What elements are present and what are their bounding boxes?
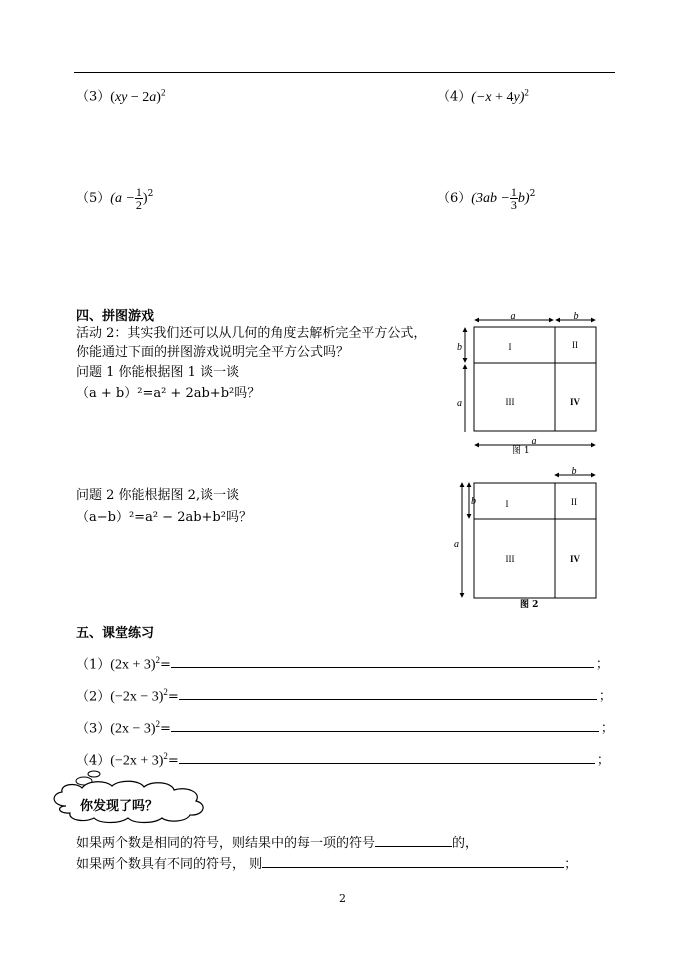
line-end: ；	[595, 657, 609, 673]
top-rule	[74, 72, 615, 73]
equals: =	[160, 657, 171, 673]
expr-part: (a −	[110, 190, 135, 206]
label-b: b	[573, 311, 579, 322]
section-4-title: 四、拼图游戏	[76, 309, 155, 324]
discover-line-1	[76, 834, 478, 852]
question-2-formula: （a−b）²=a² − 2ab+b²吗？	[76, 510, 252, 525]
exercise-2	[76, 684, 616, 705]
square-outline	[474, 483, 596, 598]
label-a: a	[510, 311, 516, 322]
question-1-formula: （a + b）²=a² + 2ab+b²吗？	[76, 386, 261, 401]
problem-3: （3）(xy − 2a)$^2$	[76, 87, 166, 105]
region-2-label: II	[571, 497, 577, 507]
line-end: ；	[600, 721, 614, 737]
label-b-side: b	[471, 496, 476, 507]
figure-1-caption: 图 1	[512, 446, 530, 456]
fraction-numerator: 1	[135, 184, 142, 199]
region-1-label: I	[508, 342, 512, 352]
fraction-numerator: 1	[510, 184, 517, 199]
page-number: 2	[339, 892, 346, 905]
activity-text-2: 你能通过下面的拼图游戏说明完全平方公式吗？	[76, 345, 350, 360]
expr-part: (−x	[471, 89, 492, 105]
problem-6	[437, 180, 535, 216]
exercise-expr: (−2x + 3)	[110, 753, 164, 769]
label-b-side: b	[457, 342, 462, 353]
fraction	[510, 186, 518, 211]
answer-blank[interactable]	[375, 834, 452, 847]
region-2-label: II	[572, 340, 578, 350]
exercise-expr: (2x + 3)	[110, 657, 156, 673]
figure-2	[450, 436, 610, 604]
answer-blank[interactable]	[171, 655, 594, 668]
discover-text: ；	[564, 857, 578, 872]
expr-part: b)	[517, 190, 530, 206]
label-a-side: a	[454, 539, 459, 550]
exercise-1	[76, 652, 616, 673]
answer-blank[interactable]	[262, 855, 564, 868]
expr-part: (3ab −	[471, 190, 510, 206]
exercise-number: （2）	[76, 689, 111, 705]
fraction-denominator: 2	[135, 197, 142, 212]
exercise-number: （3）	[76, 721, 111, 737]
expr-part: − 2	[127, 89, 150, 105]
answer-blank[interactable]	[171, 719, 599, 732]
activity-text: 活动 2：其实我们还可以从几何的角度去解析完全平方公式，	[76, 326, 427, 341]
region-1-label: I	[505, 499, 509, 509]
exercise-number: （4）	[76, 753, 111, 769]
answer-blank[interactable]	[179, 687, 597, 700]
region-4-label: IV	[569, 554, 581, 564]
problem-5	[76, 180, 153, 216]
question-2: 问题 2 你能根据图 2,谈一谈	[76, 488, 240, 503]
exercise-4	[76, 748, 616, 769]
region-3-label: III	[505, 397, 515, 407]
fraction-denominator: 3	[510, 197, 517, 212]
figure-1	[450, 310, 610, 432]
exponent: 2	[524, 87, 529, 97]
equals: =	[167, 753, 179, 769]
problem-number: （6）	[437, 190, 472, 206]
equals: =	[160, 721, 171, 737]
discover-line-2	[76, 855, 577, 873]
exponent: 2	[163, 687, 168, 697]
problem-number: （5）	[76, 190, 111, 206]
expr-part: a	[149, 89, 157, 105]
exponent: 2	[147, 189, 154, 199]
expr-part: y)	[513, 89, 525, 105]
exercise-expr: (−2x − 3)	[110, 689, 164, 705]
exponent: 2	[155, 719, 161, 729]
question-1: 问题 1 你能根据图 1 谈一谈	[76, 365, 240, 380]
figure-2-caption: 图 2	[520, 600, 539, 610]
section-5-title: 五、课堂练习	[76, 626, 155, 641]
region-4-label: IV	[569, 397, 581, 407]
exercise-number: （1）	[76, 657, 111, 673]
exercise-expr: (2x − 3)	[110, 721, 156, 737]
line-end: ；	[596, 753, 610, 769]
exponent: 2	[155, 655, 161, 665]
fraction	[135, 186, 143, 211]
problem-number: （3）	[76, 89, 111, 105]
label-a: a	[531, 436, 537, 447]
label-b: b	[571, 466, 577, 477]
expr-part: xy	[114, 89, 128, 105]
label-a-side: a	[457, 398, 462, 409]
exercise-3	[76, 716, 616, 737]
expr-part: + 4	[491, 89, 514, 105]
problem-4	[437, 84, 529, 106]
line-end: ；	[598, 689, 612, 705]
discover-text: 如果两个数具有不同的符号， 则	[76, 857, 263, 872]
expr-part: )	[142, 190, 148, 206]
exponent: 2	[529, 189, 536, 199]
region-3-label: III	[505, 554, 515, 564]
discover-text: 如果两个数是相同的符号，则结果中的每一项的符号	[76, 836, 376, 851]
exponent: 2	[163, 751, 168, 761]
discover-text: 的，	[452, 836, 479, 851]
equals: =	[167, 689, 179, 705]
answer-blank[interactable]	[179, 751, 595, 764]
exponent: 2	[160, 87, 166, 97]
cloud-text: 你发现了吗？	[80, 799, 159, 814]
problem-number: （4）	[437, 89, 472, 105]
